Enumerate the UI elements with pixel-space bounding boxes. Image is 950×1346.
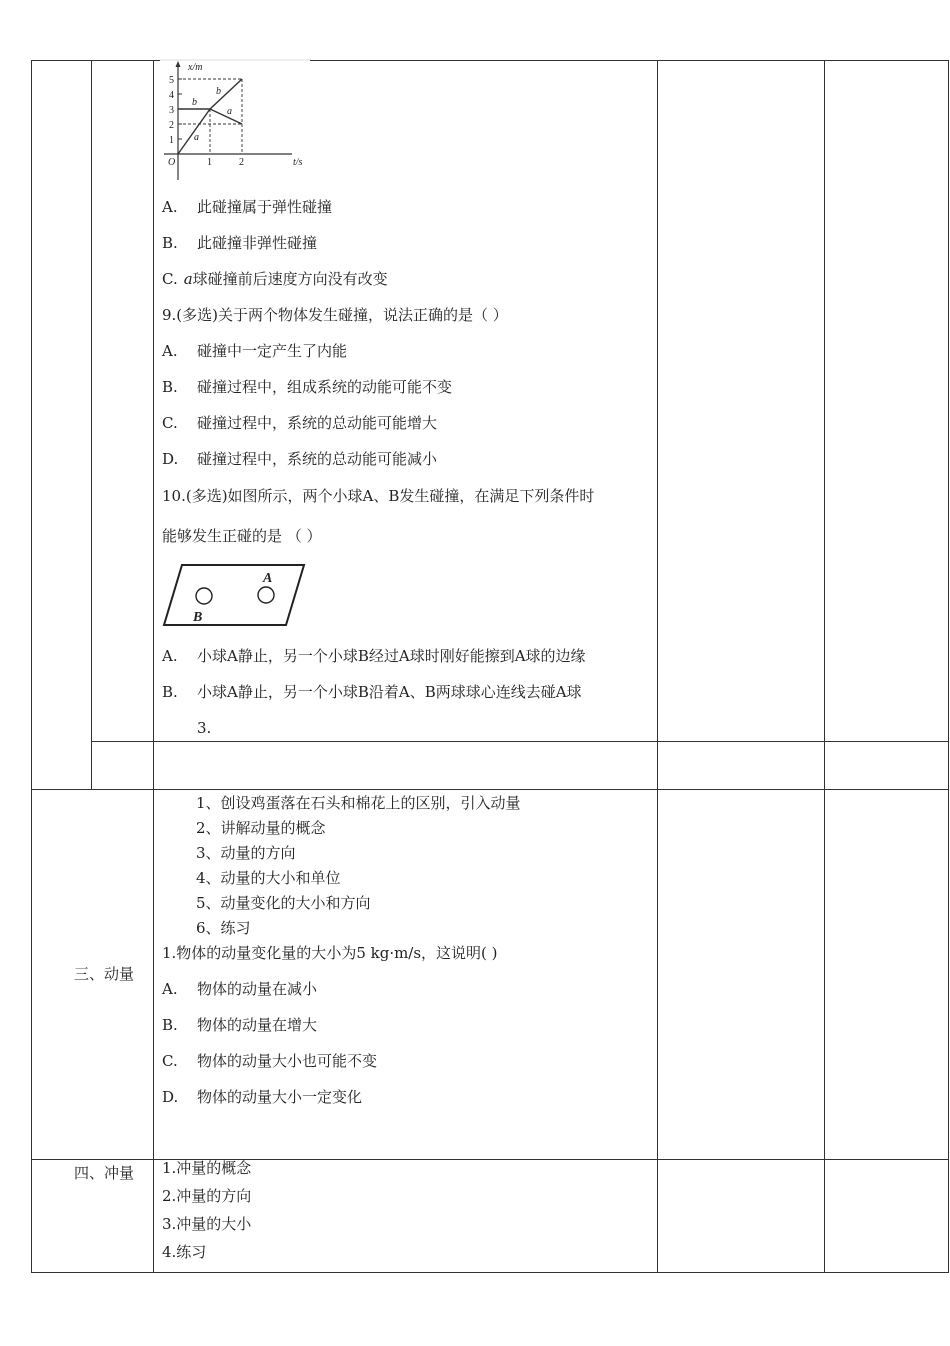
curve-label: b [216,86,221,97]
x-tick-label: 1 [207,157,212,168]
option-label: D. [162,450,179,468]
column-divider-3 [657,60,658,1273]
question-stem: 9.(多选)关于两个物体发生碰撞，说法正确的是（ ） [162,306,508,324]
x-axis-label: t/s [293,157,303,168]
list-item: 3.冲量的大小 [162,1215,252,1233]
ball-a-label: A [263,571,273,586]
y-axis-label: x/m [188,62,203,73]
table-left-border [31,60,32,1273]
ball-b [196,588,212,604]
option-label: C. [162,414,178,432]
y-tick-label: 1 [169,135,174,146]
option-text: 此碰撞非弹性碰撞 [197,234,318,252]
ball-b-label: B [193,610,203,625]
question-stem: 能够发生正碰的是 （ ） [162,527,322,545]
variable-a: a [183,270,193,288]
option-text: 物体的动量大小也可能不变 [197,1052,378,1070]
y-tick-label: 3 [169,105,174,116]
list-item: 2.冲量的方向 [162,1187,252,1205]
table-bottom-border [31,1272,949,1273]
column-divider-content [153,60,154,1273]
option-label: C. [162,1052,178,1070]
y-tick-label: 4 [169,90,174,101]
section-title: 三、动量 [74,965,135,983]
option-label: A. [162,342,178,360]
option-label: B. [162,683,178,701]
option-text: 碰撞过程中，组成系统的动能可能不变 [197,378,453,396]
option-label: B. [162,378,178,396]
section-title: 四、冲量 [74,1164,135,1182]
step-item: 3、动量的方向 [196,844,296,862]
list-item: 4.练习 [162,1243,207,1261]
option-label: A. [162,980,178,998]
option-text: 碰撞过程中，系统的总动能可能减小 [197,450,438,468]
option-text: 小球A静止，另一个小球B经过A球时刚好能擦到A球的边缘 [197,647,586,665]
option-label: D. [162,1088,179,1106]
trailing-number: 3. [197,719,212,737]
list-item: 1.冲量的概念 [162,1159,252,1177]
curve-label: a [194,132,199,143]
option-label: B. [162,234,178,252]
step-item: 6、练习 [196,919,251,937]
step-item: 4、动量的大小和单位 [196,869,341,887]
collision-figure [162,562,307,628]
table-right-border [948,60,949,1273]
origin-label: O [168,157,176,168]
option-text: 此碰撞属于弹性碰撞 [197,198,333,216]
option-label: A. [162,647,178,665]
option-text: C. a球碰撞前后速度方向没有改变 [162,270,388,288]
y-tick-label: 2 [169,120,174,131]
step-item: 2、讲解动量的概念 [196,819,326,837]
table-plane [164,565,304,625]
option-text: 碰撞中一定产生了内能 [197,342,348,360]
column-divider-4 [824,60,825,1273]
ball-a [258,587,274,603]
y-tick-label: 5 [169,75,174,86]
x-tick-label: 2 [239,157,244,168]
option-text: 物体的动量大小一定变化 [197,1088,363,1106]
curve-label: a [227,106,232,117]
option-c-text: 球碰撞前后速度方向没有改变 [192,270,388,288]
option-text: 物体的动量在增大 [197,1016,318,1034]
option-text: 物体的动量在减小 [197,980,318,998]
row-divider-inner [91,741,949,742]
option-text: 小球A静止，另一个小球B沿着A、B两球球心连线去碰A球 [197,683,582,701]
option-text: 碰撞过程中，系统的总动能可能增大 [197,414,438,432]
xt-graph [160,56,310,182]
step-item: 1、创设鸡蛋落在石头和棉花上的区别，引入动量 [196,794,521,812]
option-label: A. [162,198,178,216]
step-item: 5、动量变化的大小和方向 [196,894,371,912]
curve-label: b [192,97,197,108]
column-divider-sub [91,60,92,790]
question-stem: 1.物体的动量变化量的大小为5 kg·m/s，这说明( ) [162,944,498,962]
question-stem: 10.(多选)如图所示，两个小球A、B发生碰撞，在满足下列条件时 [162,487,595,505]
option-label: B. [162,1016,178,1034]
row-divider-section3 [31,789,949,790]
